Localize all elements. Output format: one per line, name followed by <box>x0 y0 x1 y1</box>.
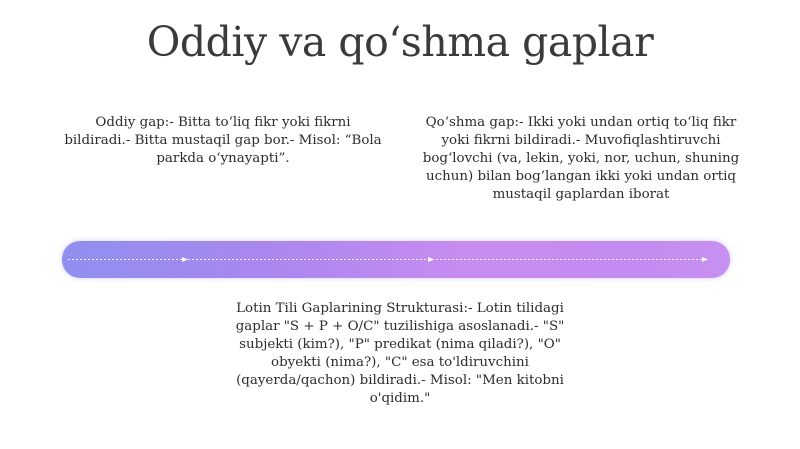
timeline-arrow-icon <box>428 257 434 262</box>
compound-sentence-text: Qo‘shma gap:- Ikki yoki undan ortiq to‘liq fikr yoki fikrni bildiradi.- Muvofiqlashtiruvchi bog‘lovchi (va, lekin, yoki, nor, uchun, shuning uchun) bilan bog‘langan ikki yoki undan ortiq mustaqil gaplardan iborat <box>422 115 740 202</box>
simple-sentence-text: Oddiy gap:- Bitta to‘liq fikr yoki fikrni bildiradi.- Bitta mustaqil gap bor.- Misol: “Bola parkda o‘ynayapti”. <box>64 115 382 166</box>
slide-title: Oddiy va qo‘shma gaplar <box>146 18 654 66</box>
timeline-bar <box>62 241 730 278</box>
timeline-arrows <box>62 241 730 278</box>
timeline-arrow-icon <box>702 257 708 262</box>
latin-structure-text: Lotin Tili Gaplarining Strukturasi:- Lotin tilidagi gaplar "S + P + O/C" tuzilishiga asoslanadi.- "S" subjekti (kim?), "P" predikat (nima qiladi?), "O" obyekti (nima?), "C" esa to'ldiruvchini (qayerda/qachon) bildiradi.- Misol: "Men kitobni o'qidim." <box>235 301 565 406</box>
timeline-arrow-icon <box>182 257 188 262</box>
